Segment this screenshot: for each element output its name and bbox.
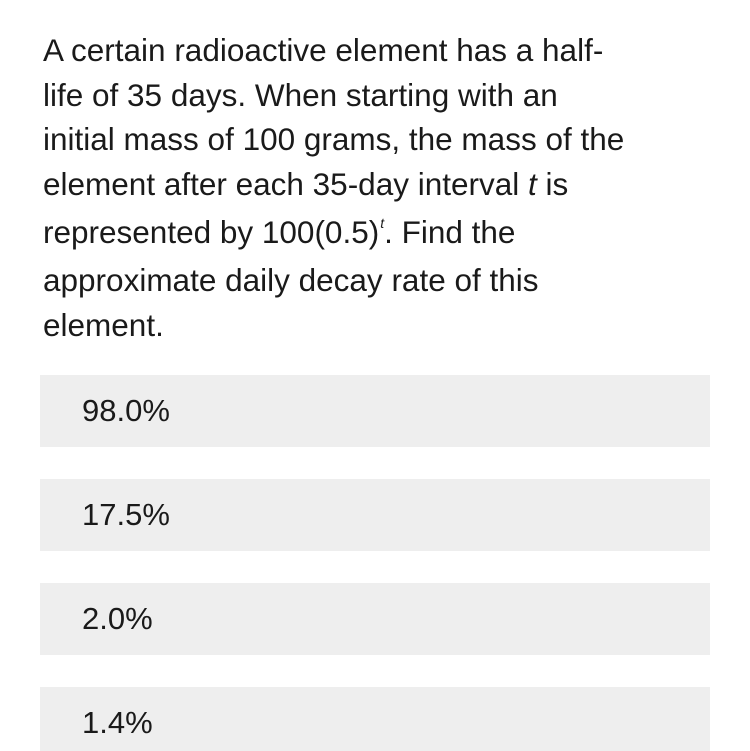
question-text-segment: is bbox=[536, 165, 569, 202]
expression-exponent: t bbox=[380, 215, 385, 231]
decay-expression bbox=[262, 214, 384, 250]
question-text-segment: . Find the bbox=[384, 214, 516, 250]
question-line bbox=[43, 162, 713, 207]
question-line: approximate daily decay rate of this bbox=[43, 262, 539, 298]
question-line: life of 35 days. When starting with an bbox=[43, 76, 558, 113]
answer-option-label: 1.4% bbox=[82, 705, 153, 740]
expression-base: 100(0.5) bbox=[261, 214, 380, 250]
answer-option-17-5[interactable] bbox=[40, 479, 710, 551]
question-line: A certain radioactive element has a half- bbox=[43, 32, 604, 68]
question-line: element. bbox=[43, 306, 164, 343]
question-text-segment: represented by bbox=[43, 214, 262, 250]
answer-option-label: 98.0% bbox=[82, 393, 170, 428]
answer-option-label: 2.0% bbox=[82, 601, 153, 636]
variable-t: t bbox=[528, 165, 537, 202]
question-text-segment: element after each 35-day interval bbox=[43, 165, 529, 202]
answer-option-98-0[interactable] bbox=[40, 375, 710, 447]
answer-option-label: 17.5% bbox=[82, 497, 170, 532]
answer-option-2-0[interactable] bbox=[40, 583, 710, 655]
question-line: initial mass of 100 grams, the mass of the bbox=[43, 121, 625, 157]
question-line bbox=[43, 206, 713, 258]
answer-option-1-4[interactable] bbox=[40, 687, 710, 751]
question-text bbox=[43, 28, 713, 347]
